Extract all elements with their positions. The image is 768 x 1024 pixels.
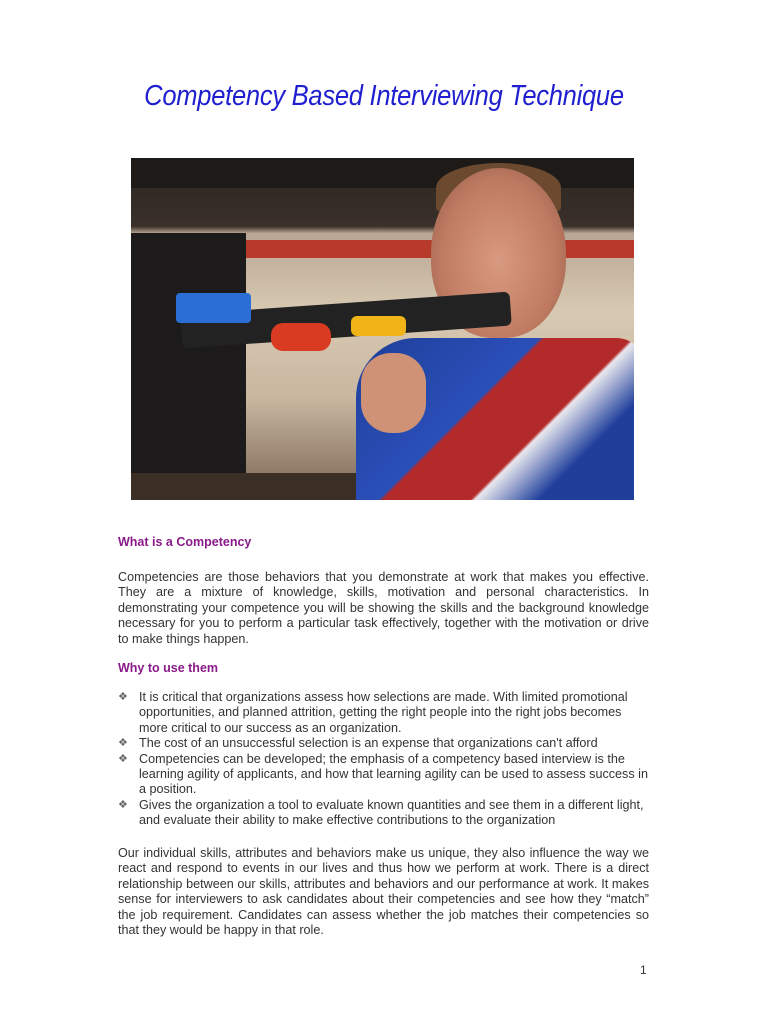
list-item-text: It is critical that organizations assess how selections are made. With limited promotional opportunities, and planned attrition, getting the right people into the right jobs becomes more critical to our success as an organization.	[139, 690, 628, 735]
photo-rifle-shooter	[131, 158, 634, 500]
paragraph-skills-attributes: Our individual skills, attributes and behaviors make us unique, they also influence the way we react and respond to events in our lives and thus how we perform at work. There is a direct relationship between our skills, attributes and behaviors and our performance at work. It makes sense for interviewers to ask candidates about their competencies and see how they “match” the job requirement. Candidates can assess whether the job matches their competencies so that they would be happy in that role.	[118, 846, 649, 938]
diamond-bullet-icon: ❖	[118, 737, 128, 750]
diamond-bullet-icon: ❖	[118, 798, 128, 811]
page-number: 1	[640, 963, 647, 977]
list-item-text: The cost of an unsuccessful selection is an expense that organizations can't afford	[139, 736, 598, 751]
list-item-text: Competencies can be developed; the emphasis of a competency based interview is the learning agility of applicants, and how that learning agility can be used to assess success in a position.	[139, 751, 648, 797]
heading-why-use-them: Why to use them	[118, 661, 219, 675]
diamond-bullet-icon: ❖	[118, 691, 128, 703]
list-item	[118, 798, 649, 829]
paragraph-competency-definition: Competencies are those behaviors that you demonstrate at work that makes you effective. They are a mixture of knowledge, skills, motivation and personal characteristics. In demonstrating your competence you will be showing the skills and the background knowledge necessary for you to perform a particular task effectively, together with the motivation or drive to make things happen.	[118, 570, 649, 646]
document-title: Competency Based Interviewing Technique	[144, 80, 624, 112]
list-item	[118, 752, 649, 798]
diamond-bullet-icon: ❖	[118, 752, 128, 765]
list-item	[118, 736, 649, 751]
list-item	[118, 690, 649, 736]
reasons-list	[118, 690, 649, 829]
list-item-text: Gives the organization a tool to evaluate known quantities and see them in a different light, and evaluate their ability to make effective contributions to the organization	[139, 797, 644, 828]
heading-what-is-competency: What is a Competency	[118, 535, 252, 549]
